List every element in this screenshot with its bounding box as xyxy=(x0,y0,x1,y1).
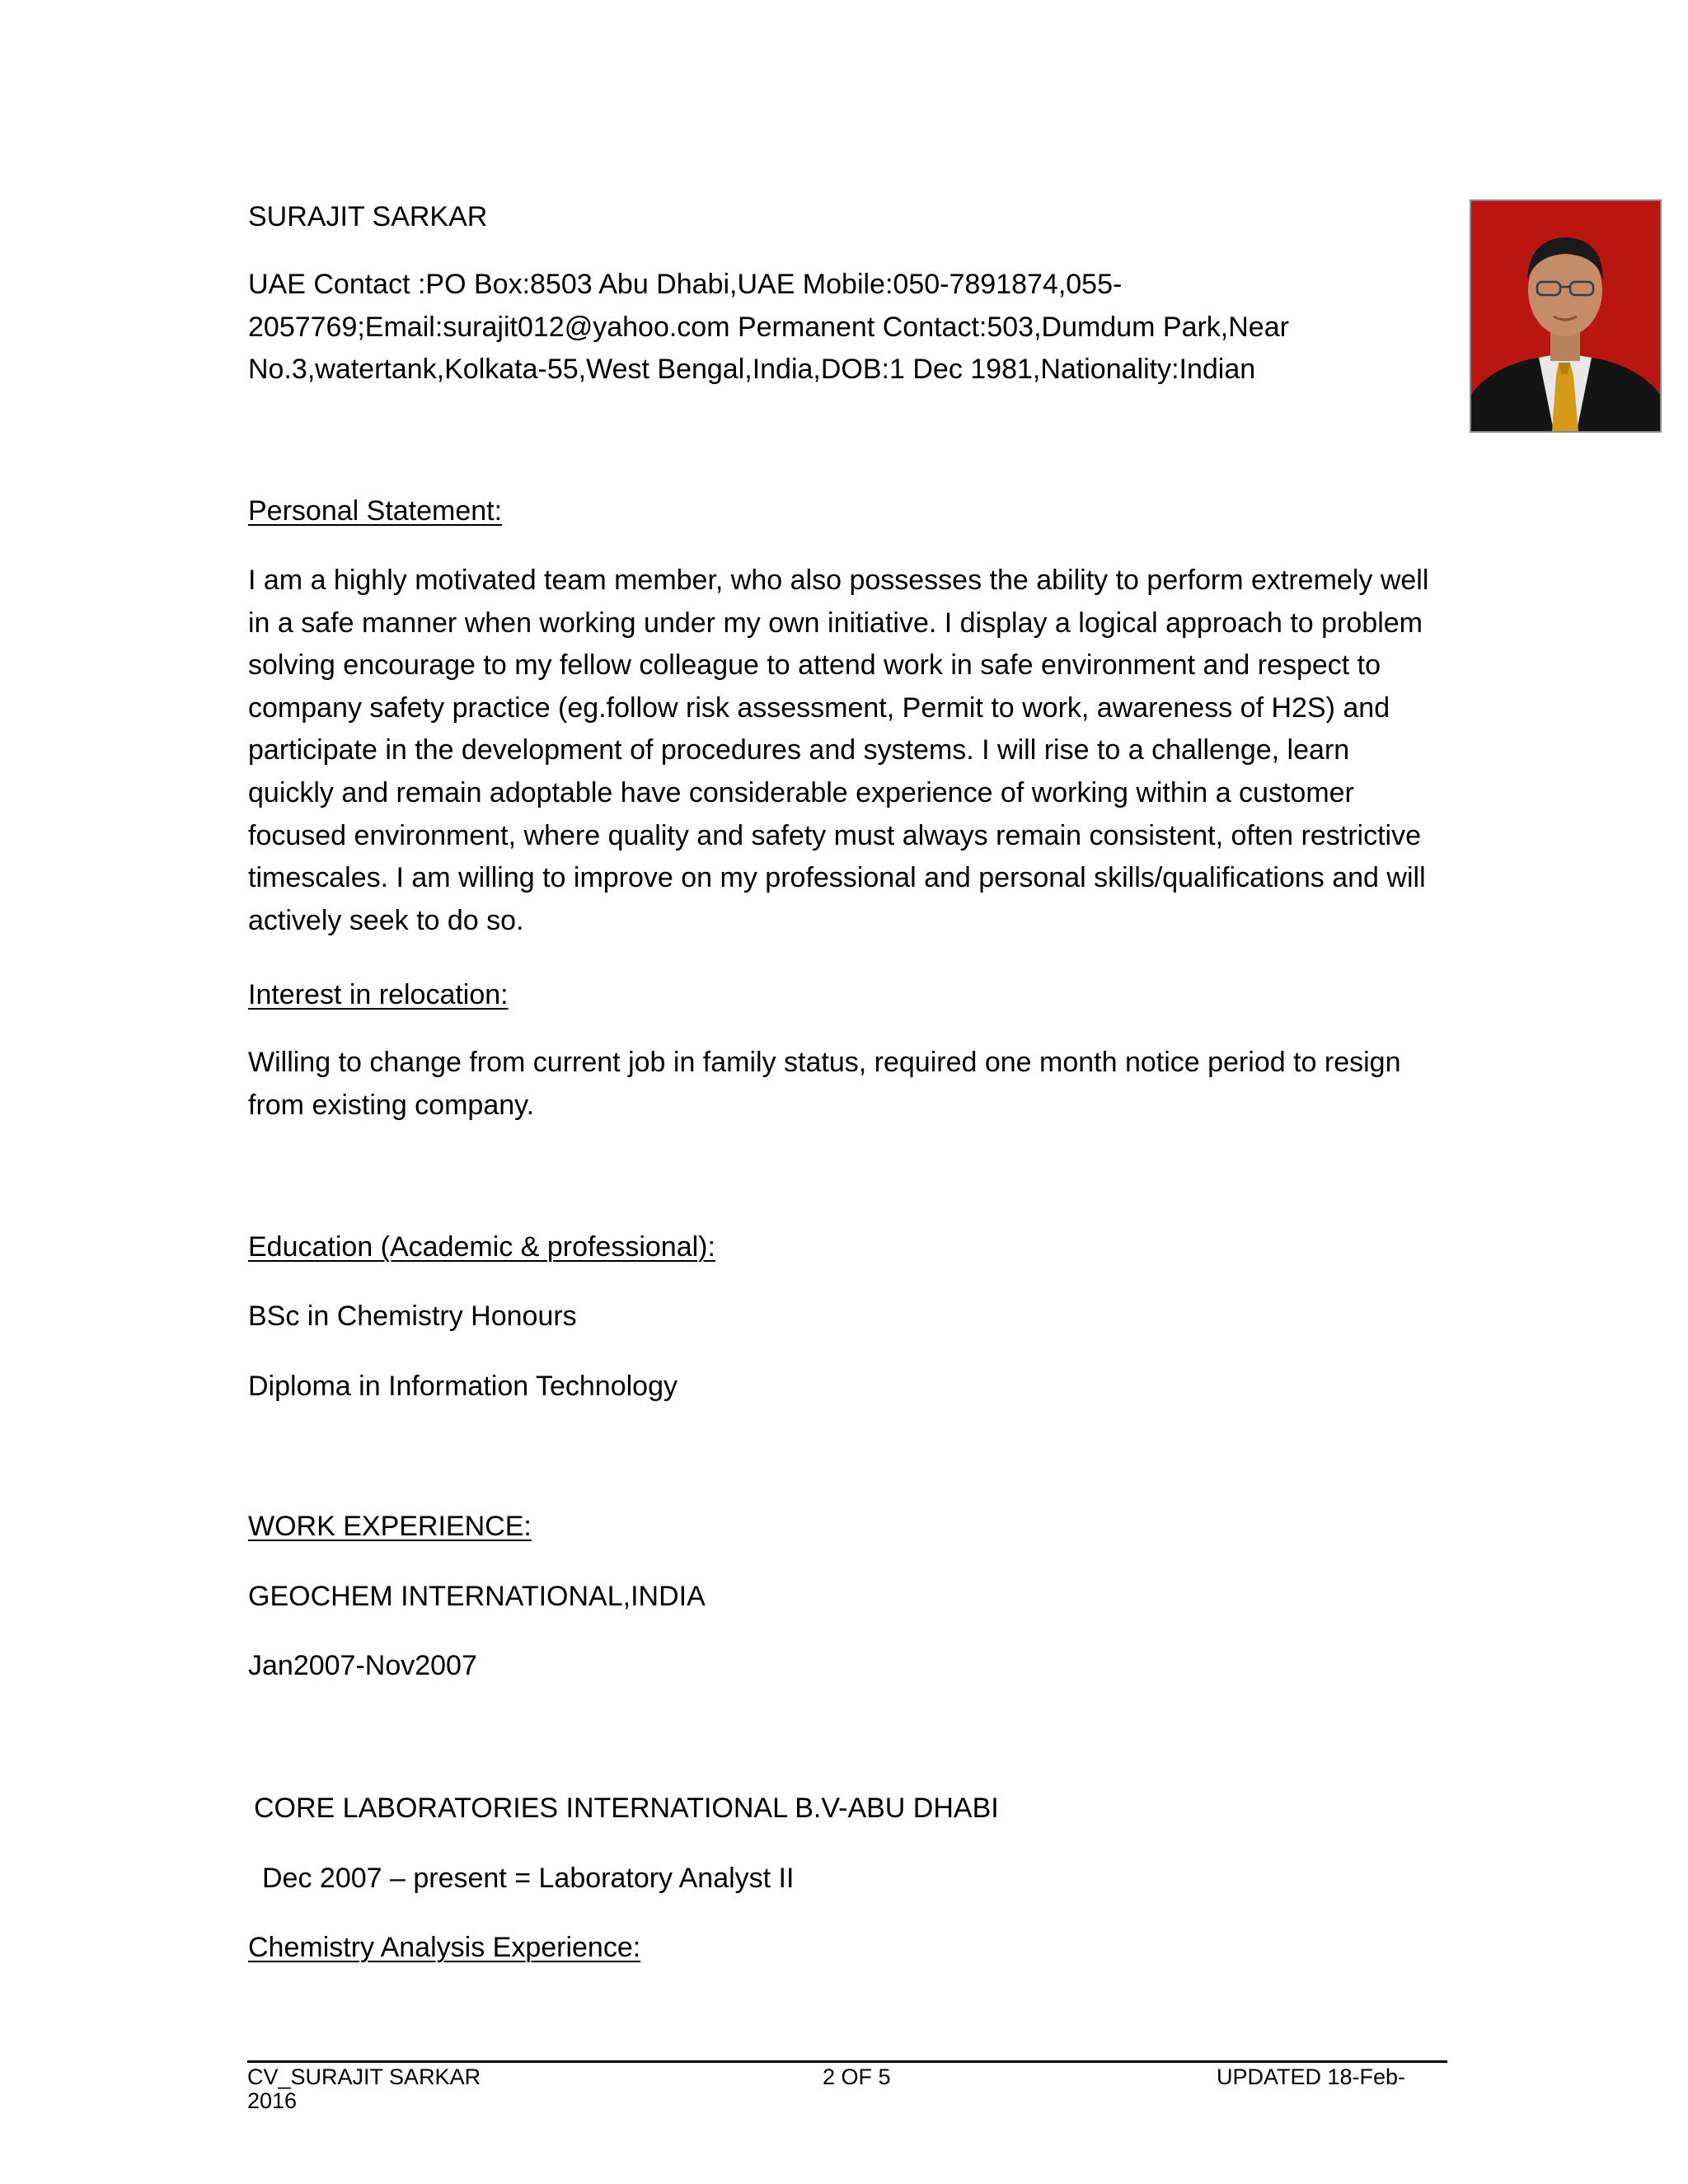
candidate-name: SURAJIT SARKAR xyxy=(248,201,488,232)
relocation-line: from existing company. xyxy=(248,1089,535,1121)
statement-line: quickly and remain adoptable have considerable experience of working within a customer xyxy=(248,776,1354,808)
relocation-body xyxy=(248,1042,1451,1127)
relocation-line: Willing to change from current job in family status, required one month notice period to resign xyxy=(248,1047,1401,1078)
footer-page-number: 2 OF 5 xyxy=(823,2064,891,2089)
statement-line: company safety practice (eg.follow risk assessment, Permit to work, awareness of H2S) and xyxy=(248,691,1390,724)
contact-line: UAE Contact :PO Box:8503 Abu Dhabi,UAE Mobile:050-7891874,055- xyxy=(248,269,1123,300)
education-heading: Education (Academic & professional): xyxy=(248,1231,715,1263)
footer-document-name: CV_SURAJIT SARKAR xyxy=(247,2064,481,2089)
statement-line: solving encourage to my fellow colleague to attend work in safe environment and respect to xyxy=(248,649,1381,682)
statement-line: timescales. I am willing to improve on my professional and personal skills/qualifications and will xyxy=(248,862,1426,894)
employment-period: Dec 2007 – present = Laboratory Analyst II xyxy=(262,1863,795,1894)
profile-photo xyxy=(1470,199,1662,433)
statement-line: actively seek to do so. xyxy=(248,904,524,936)
work-experience-heading: WORK EXPERIENCE: xyxy=(248,1511,532,1542)
statement-line: I am a highly motivated team member, who also possesses the ability to perform extremely well xyxy=(248,565,1429,596)
contact-line: No.3,watertank,Kolkata-55,West Bengal,India,DOB:1 Dec 1981,Nationality:Indian xyxy=(248,354,1256,386)
footer-updated-date: UPDATED 18-Feb- xyxy=(1217,2064,1406,2089)
employer-name: GEOCHEM INTERNATIONAL,INDIA xyxy=(248,1581,706,1612)
personal-statement-body xyxy=(248,560,1451,942)
statement-line: focused environment, where quality and safety must always remain consistent, often restrictive xyxy=(248,819,1422,851)
statement-line: participate in the development of procedures and systems. I will rise to a challenge, learn xyxy=(248,734,1350,766)
education-item: BSc in Chemistry Honours xyxy=(248,1301,577,1332)
employment-period: Jan2007-Nov2007 xyxy=(248,1650,477,1681)
statement-line: in a safe manner when working under my own initiative. I display a logical approach to problem xyxy=(248,607,1423,639)
chemistry-experience-heading: Chemistry Analysis Experience: xyxy=(248,1932,641,1963)
contact-line: 2057769;Email:surajit012@yahoo.com Permanent Contact:503,Dumdum Park,Near xyxy=(248,311,1289,343)
employer-name: CORE LABORATORIES INTERNATIONAL B.V-ABU DHABI xyxy=(254,1793,999,1824)
footer-date-wrap: 2016 xyxy=(247,2088,298,2113)
contact-block xyxy=(248,264,1451,391)
education-item: Diploma in Information Technology xyxy=(248,1371,678,1402)
relocation-heading: Interest in relocation: xyxy=(248,979,509,1010)
footer-divider xyxy=(247,2060,1447,2063)
personal-statement-heading: Personal Statement: xyxy=(248,495,503,527)
